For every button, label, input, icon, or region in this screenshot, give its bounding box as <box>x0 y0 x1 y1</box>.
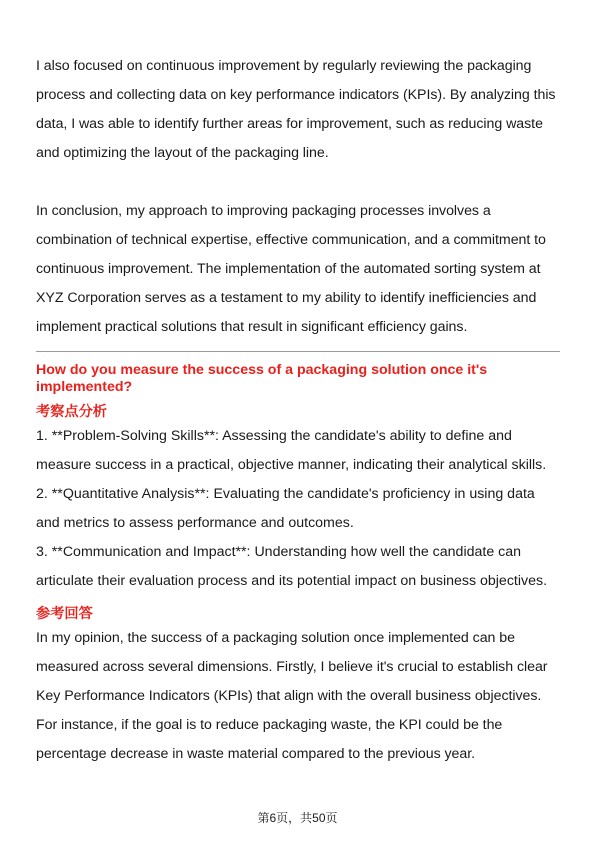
section-divider <box>36 351 560 352</box>
analysis-point: 3. **Communication and Impact**: Understanding how well the candidate can articulate their evaluation process and its potential impact on business objectives. <box>36 544 548 589</box>
analysis-point: 1. **Problem-Solving Skills**: Assessing the candidate's ability to define and measure success in a practical, objective manner, indicating their analytical skills. <box>36 428 547 473</box>
paragraph-spacer <box>36 168 560 197</box>
page-content <box>36 52 560 769</box>
answer-label: 参考回答 <box>36 606 93 622</box>
page-number-footer: 第6页，共50页 <box>257 811 338 825</box>
answer-paragraph: In my opinion, the success of a packaging solution once implemented can be measured across several dimensions. Firstly, I believe it's crucial to establish clear Key Performance Indicators (KPIs) that align with the overall business objectives. For instance, if the goal is to reduce packaging waste, the KPI could be the percentage decrease in waste material compared to the previous year. <box>36 630 548 762</box>
question-title: How do you measure the success of a packaging solution once it's implemented? <box>36 362 488 395</box>
body-paragraph-improvement: I also focused on continuous improvement by regularly reviewing the packaging process and collecting data on key performance indicators (KPIs). By analyzing this data, I was able to identify further areas for improvement, such as reducing waste and optimizing the layout of the packaging line. <box>36 58 556 161</box>
analysis-label: 考察点分析 <box>36 404 107 420</box>
analysis-point: 2. **Quantitative Analysis**: Evaluating the candidate's proficiency in using data and metrics to assess performance and outcomes. <box>36 486 535 531</box>
body-paragraph-conclusion: In conclusion, my approach to improving packaging processes involves a combination of technical expertise, effective communication, and a commitment to continuous improvement. The implementation of the automated sorting system at XYZ Corporation serves as a testament to my ability to identify inefficiencies and implement practical solutions that result in significant efficiency gains. <box>36 203 546 335</box>
